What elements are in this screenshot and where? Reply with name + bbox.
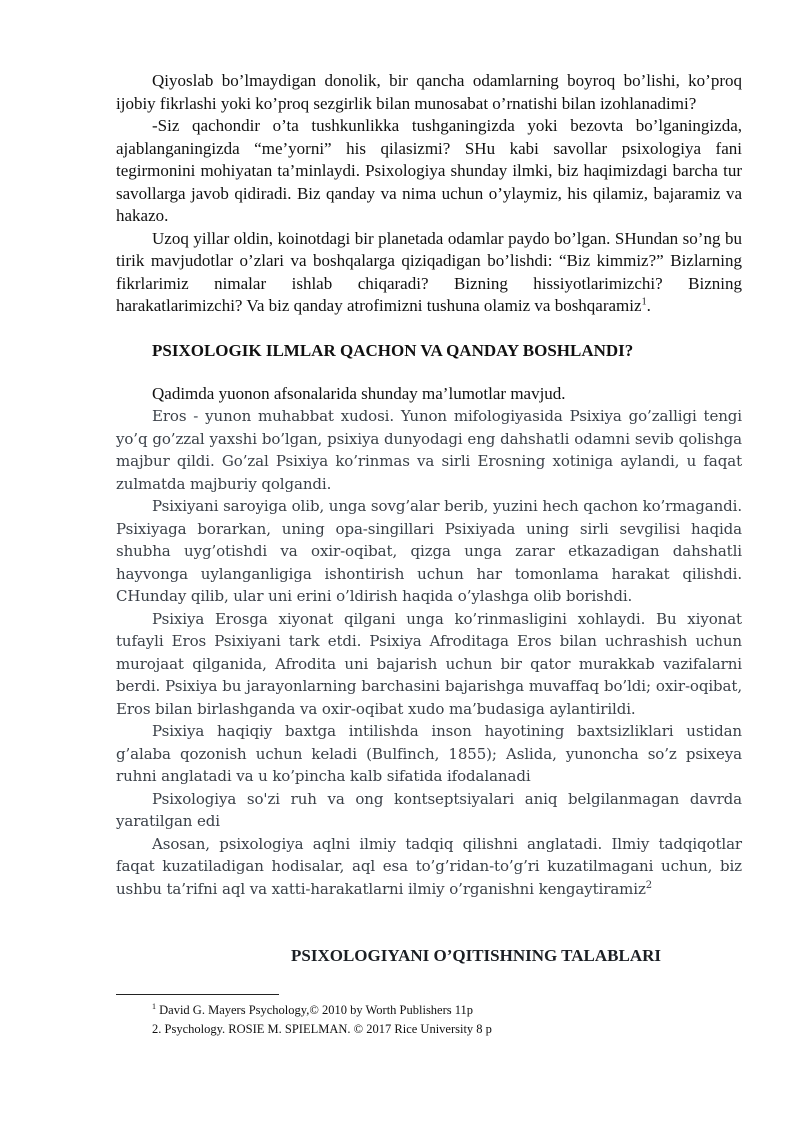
paragraph — [116, 833, 742, 901]
section-intro — [116, 383, 742, 406]
section-heading: PSIXOLOGIK ILMLAR QACHON VA QANDAY BOSHLANDI? — [152, 340, 634, 360]
intro-block — [116, 70, 742, 318]
paragraph: Qiyoslab bo’lmaydigan donolik, bir qancha odamlarning boyroq bo’lishi, ko’proq ijobiy fikrlashi yoki ko’proq sezgirlik bilan munosabat o’rnatishi bilan izohlanadimi? — [116, 71, 742, 113]
paragraph-end: . — [646, 296, 651, 315]
paragraph: Psixiyani saroyiga olib, unga sovg’alar berib, yuzini hech qachon ko’rmagandi. Psixiyaga borarkan, uning opa-singillari Psixiyada uning sirli sevgilisi haqida shubha uyg’otishdi va oxir-oqibat, qizga unga zarar etkazadigan dahshatli hayvonga uylanganligiga ishontirish uchun har tomonlama harakat qilishdi. CHunday qilib, ular uni erini o’ldirish haqida o’ylashga olib borishdi. — [116, 497, 742, 605]
section-heading: PSIXOLOGIYANI O’QITISHNING TALABLARI — [291, 946, 661, 965]
paragraph: Psixiya Erosga xiyonat qilgani unga ko’rinmasligini xohlaydi. Bu xiyonat tufayli Eros Psixiyani tark etdi. Psixiya Afroditaga Eros bilan uchrashish uchun murojaat qilganida, Afrodita uni bajarish uchun bir qator murakkab vazifalarni berdi. Psixiya bu jarayonlarning barchasini bajarishga muvaffaq bo’ldi; oxir-oqibat, Eros bilan birlashganda va oxir-oqibat xudo ma’budasiga aylantirildi. — [116, 609, 742, 718]
footnote-ref[interactable]: 2 — [645, 879, 653, 891]
paragraph — [116, 228, 742, 318]
footnote-ref[interactable]: 1 — [641, 296, 647, 308]
footnote-text: David G. Mayers Psychology,© 2010 by Worth Publishers 11p — [156, 1003, 474, 1017]
document-page — [116, 70, 742, 966]
footnote-divider — [116, 994, 279, 995]
paragraph-text: Asosan, psixologiya aqlni ilmiy tadqiq qilishni anglatadi. Ilmiy tadqiqotlar faqat kuzatiladigan hodisalar, aql esa to’g’ridan-to’g’ri kuzatilmagani uchun, biz ushbu ta’rifni aql va xatti-harakatlarni ilmiy o’rganishni kengaytiramiz — [116, 834, 742, 898]
paragraph: -Siz qachondir o’ta tushkunlikka tushganingizda yoki bezovta bo’lganingizda, ajablanganingizda “me’yorni” his qilasizmi? SHu kabi savollar psixologiya fani tegirmonini mohiyatan ta’minlaydi. Psixologiya shunday ilmki, biz haqimizdagi barcha tur savollarga javob qidiradi. Biz qanday va nima uchun o’ylaymiz, his qilamiz, bajaramiz va hakazo. — [116, 116, 742, 225]
footnote — [152, 1003, 473, 1018]
paragraph-text: Uzoq yillar oldin, koinotdagi bir planetada odamlar paydo bo’lgan. SHundan so’ng bu tirik mavjudotlar o’zlari va boshqalarga qiziqadigan bo’lishdi: “Biz kimmiz?” Bizlarning fikrlarimiz nimalar ishlab chiqaradi? Bizning hissiyotlarimizchi? Bizning harakatlarimizchi? Va biz qanday atrofimizni tushuna olamiz va boshqaramiz — [116, 228, 742, 315]
paragraph: Qadimda yuonon afsonalarida shunday ma’lumotlar mavjud. — [152, 383, 566, 403]
footnote: 2. Psychology. ROSIE M. SPIELMAN. © 2017 Rice University 8 p — [152, 1022, 492, 1036]
footnote-mark: 1 — [152, 1001, 156, 1011]
paragraph: Psixologiya so'zi ruh va ong kontseptsiyalari aniq belgilanmagan davrda yaratilgan edi — [116, 789, 742, 830]
paragraph: Psixiya haqiqiy baxtga intilishda inson hayotining baxtsizliklari ustidan g’alaba qozonish uchun keladi (Bulfinch, 1855); Aslida, yunoncha so’z psixeya ruhni anglatadi va u ko’pincha kalb sifatida ifodalanadi — [116, 722, 742, 785]
section-body — [116, 405, 742, 900]
paragraph: Eros - yunon muhabbat xudosi. Yunon mifologiyasida Psixiya go’zalligi tengi yo’q go’zzal yaxshi bo’lgan, psixiya dunyodagi eng dahshatli odamni sevib qolishga majbur qildi. Go’zal Psixiya ko’rinmas va sirli Erosning xotiniga aylandi, u faqat zulmatda majburiy qolgandi. — [116, 407, 742, 493]
